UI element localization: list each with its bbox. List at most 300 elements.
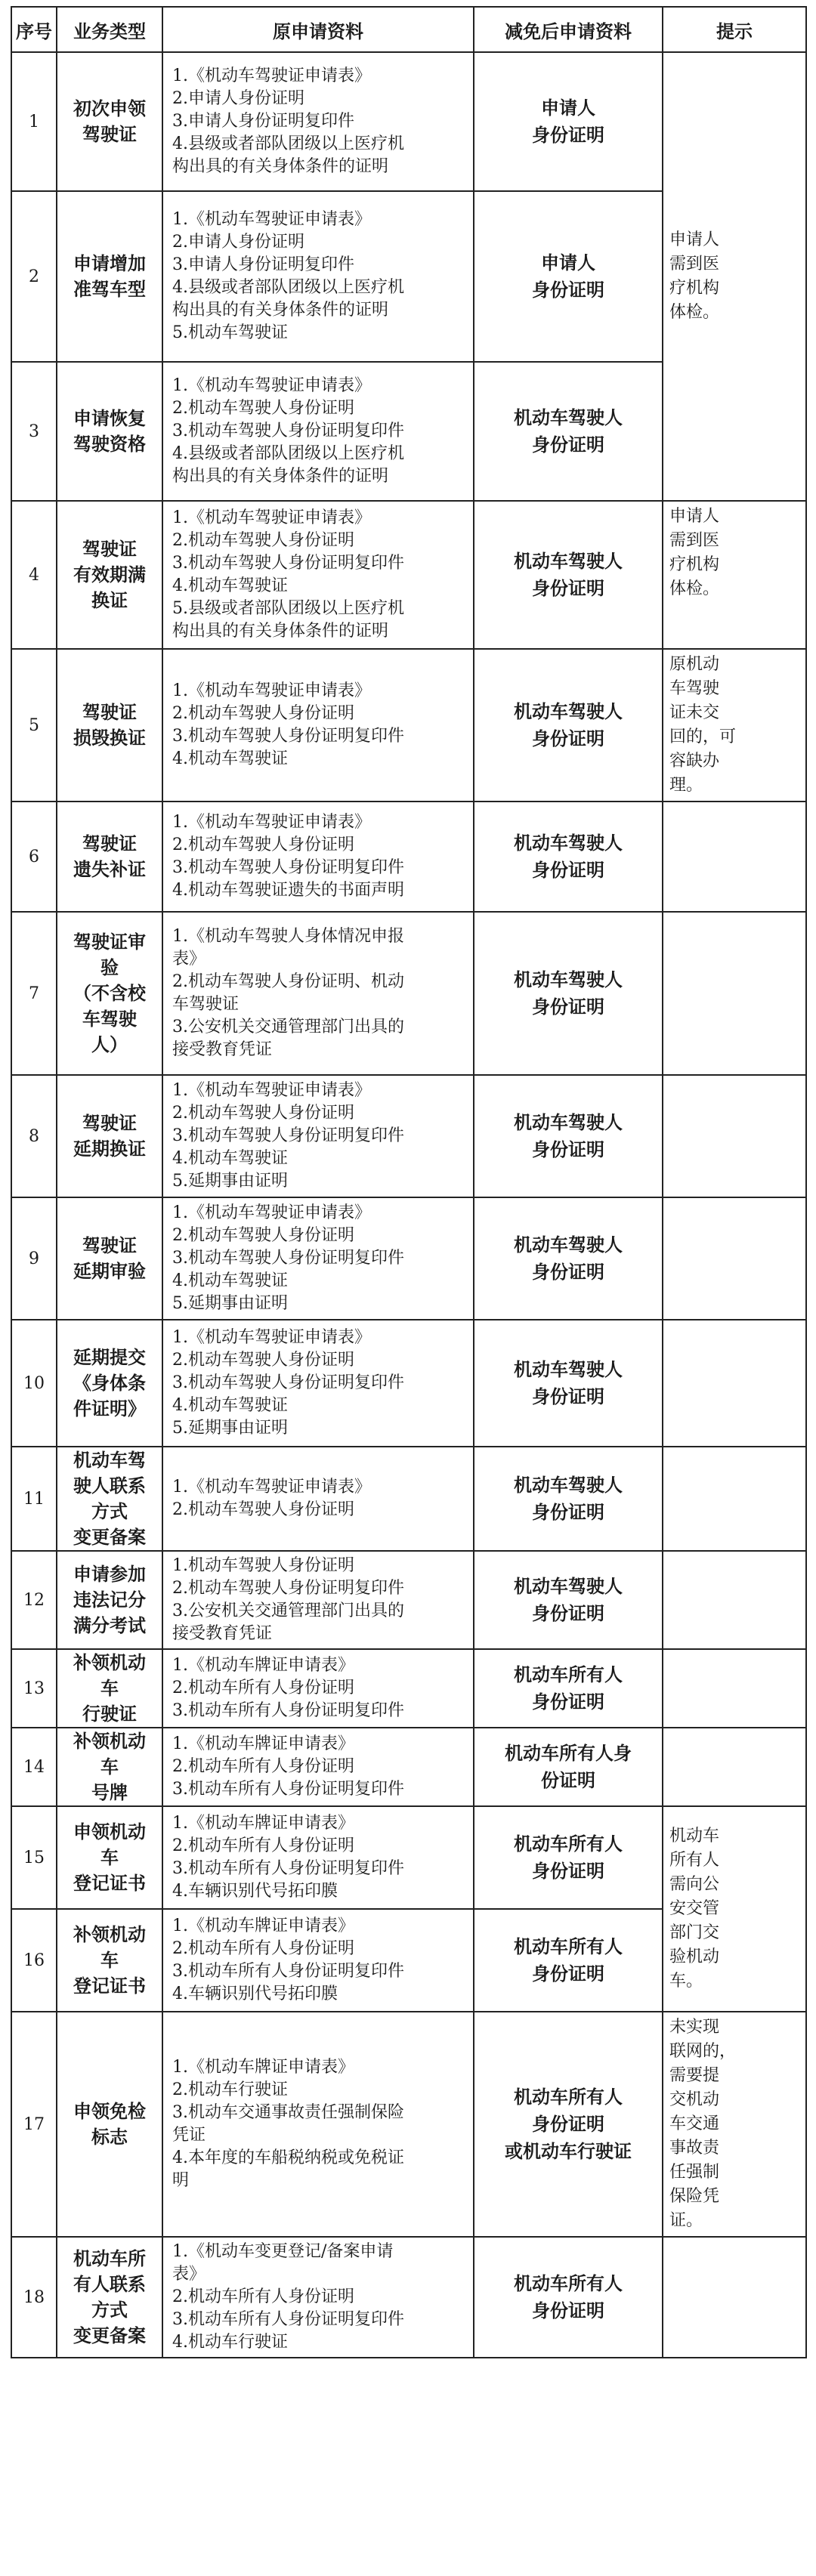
text-line: 1.《机动车牌证申请表》 <box>172 1814 354 1833</box>
text-line: 3.机动车所有人身份证明复印件 <box>172 1701 404 1720</box>
text-line: 理。 <box>669 776 703 795</box>
row-index: 15 <box>11 1806 57 1909</box>
original-materials-cell <box>162 191 474 362</box>
reduced-materials-cell <box>474 1197 663 1320</box>
row-index: 2 <box>11 191 57 362</box>
text-line: 号牌 <box>91 1782 128 1803</box>
reduced-materials-cell <box>474 52 663 191</box>
text-line: 2.机动车驾驶人身份证明 <box>172 1104 354 1123</box>
text-line: 1.《机动车驾驶证申请表》 <box>172 376 371 395</box>
text-line: 延期审验 <box>73 1261 146 1282</box>
text-line: 需要提 <box>669 2066 720 2085</box>
text-line: 回的，可 <box>669 727 737 746</box>
business-type-cell <box>57 1551 162 1649</box>
text-line: 变更备案 <box>73 1527 146 1548</box>
text-line: 补领机动 <box>73 1731 146 1752</box>
text-line: 3.机动车驾驶人身份证明复印件 <box>172 1249 404 1268</box>
text-line: 机动车驾 <box>73 1450 146 1471</box>
text-line: 身份证明 <box>532 1502 604 1523</box>
text-line: 车 <box>100 1950 119 1971</box>
original-materials-cell <box>162 501 474 649</box>
text-line: 身份证明 <box>532 1861 604 1882</box>
text-line: 驾驶资格 <box>73 434 146 455</box>
table-row <box>11 501 806 649</box>
text-line: 1.《机动车驾驶证申请表》 <box>172 681 371 700</box>
original-materials-cell <box>162 2012 474 2237</box>
row-index: 17 <box>11 2012 57 2237</box>
text-line: 身份证明 <box>532 996 604 1018</box>
text-line: 申请人 <box>669 507 720 526</box>
text-line: 或机动车行驶证 <box>505 2141 632 2162</box>
tip-cell <box>663 1649 806 1728</box>
text-line: 证。 <box>669 2211 703 2230</box>
header-reduced-materials: 减免后申请资料 <box>474 7 663 52</box>
text-line: 人） <box>91 1034 128 1055</box>
text-line: 证未交 <box>669 703 720 722</box>
text-line: 任强制 <box>669 2163 720 2182</box>
tip-cell <box>663 912 806 1075</box>
original-materials-cell <box>162 1806 474 1909</box>
text-line: 1.机动车驾驶人身份证明 <box>172 1556 354 1575</box>
tip-cell <box>663 1197 806 1320</box>
text-line: 构出具的有关身体条件的证明 <box>172 622 389 641</box>
text-line: 3.申请人身份证明复印件 <box>172 255 354 274</box>
text-line: 损毁换证 <box>73 727 146 749</box>
reduced-materials-cell <box>474 501 663 649</box>
text-line: 2.机动车所有人身份证明 <box>172 1939 354 1958</box>
text-line: 身份证明 <box>532 1963 604 1985</box>
table-row <box>11 649 806 802</box>
row-index: 4 <box>11 501 57 649</box>
text-line: 方式 <box>91 2300 128 2321</box>
text-line: 驾驶证 <box>82 833 137 854</box>
row-index: 13 <box>11 1649 57 1728</box>
original-materials-cell <box>162 1909 474 2012</box>
text-line: 机动车所有人 <box>514 1833 623 1855</box>
text-line: 机动车驾驶人 <box>514 969 623 990</box>
text-line: 4.车辆识别代号拓印膜 <box>172 1985 338 2003</box>
text-line: 机动车驾驶人 <box>514 832 623 854</box>
text-line: 4.机动车驾驶证 <box>172 576 288 595</box>
text-line: 登记证书 <box>73 1975 146 1997</box>
business-type-cell <box>57 501 162 649</box>
reduced-materials-cell <box>474 649 663 802</box>
text-line: 驾驶证 <box>82 539 137 560</box>
text-line: 需到医 <box>669 531 720 550</box>
text-line: 疗机构 <box>669 555 720 574</box>
text-line: 2.机动车驾驶人身份证明 <box>172 704 354 723</box>
table-row <box>11 1649 806 1728</box>
text-line: 车驾驶 <box>82 1008 137 1030</box>
reduced-materials-cell <box>474 362 663 501</box>
text-line: 4.车辆识别代号拓印膜 <box>172 1882 338 1901</box>
text-line: 4.县级或者部队团级以上医疗机 <box>172 444 404 463</box>
text-line: 换证 <box>91 590 128 611</box>
reduced-materials-cell <box>474 2237 663 2358</box>
original-materials-cell <box>162 1197 474 1320</box>
reduced-materials-cell <box>474 1649 663 1728</box>
text-line: 《身体条 <box>73 1373 146 1394</box>
text-line: 3.机动车所有人身份证明复印件 <box>172 1859 404 1878</box>
text-line: 5.机动车驾驶证 <box>172 323 288 342</box>
text-line: 遗失补证 <box>73 859 146 880</box>
text-line: 驾驶证 <box>82 702 137 723</box>
reduced-materials-cell <box>474 1806 663 1909</box>
text-line: 1.《机动车牌证申请表》 <box>172 2058 354 2077</box>
text-line: 延期换证 <box>73 1138 146 1160</box>
text-line: 1.《机动车驾驶证申请表》 <box>172 1478 371 1496</box>
original-materials-cell <box>162 1075 474 1197</box>
business-type-cell <box>57 52 162 191</box>
text-line: 3.公安机关交通管理部门出具的 <box>172 1018 404 1036</box>
text-line: 准驾车型 <box>73 279 146 300</box>
text-line: 4.县级或者部队团级以上医疗机 <box>172 278 404 297</box>
header-row <box>11 7 806 52</box>
tip-cell <box>663 1806 806 2012</box>
original-materials-cell <box>162 2237 474 2358</box>
text-line: 申请增加 <box>73 253 146 274</box>
text-line: 机动车所有人 <box>514 2086 623 2108</box>
text-line: 3.机动车所有人身份证明复印件 <box>172 1780 404 1799</box>
header-business-type: 业务类型 <box>57 7 162 52</box>
reduced-materials-cell <box>474 1075 663 1197</box>
text-line: 机动车驾驶人 <box>514 1234 623 1256</box>
text-line: 需向公 <box>669 1875 720 1894</box>
tip-cell <box>663 52 806 501</box>
row-index: 10 <box>11 1320 57 1447</box>
table-row <box>11 1728 806 1806</box>
text-line: 3.机动车驾驶人身份证明复印件 <box>172 1126 404 1145</box>
business-type-cell <box>57 2237 162 2358</box>
row-index: 16 <box>11 1909 57 2012</box>
reduced-materials-cell <box>474 1447 663 1551</box>
text-line: 申请恢复 <box>73 408 146 429</box>
text-line: 明 <box>172 2171 190 2190</box>
text-line: 1.《机动车驾驶证申请表》 <box>172 1203 371 1222</box>
text-line: 2.机动车驾驶人身份证明 <box>172 531 354 550</box>
text-line: 4.机动车驾驶证 <box>172 1396 288 1415</box>
text-line: 车 <box>100 1678 119 1699</box>
table-row <box>11 1447 806 1551</box>
text-line: 驾驶证审 <box>73 931 146 953</box>
business-type-cell <box>57 1806 162 1909</box>
header-original-materials: 原申请资料 <box>162 7 474 52</box>
text-line: 变更备案 <box>73 2325 146 2346</box>
text-line: 机动车驾驶人 <box>514 1112 623 1133</box>
text-line: 验机动 <box>669 1947 720 1966</box>
text-line: 身份证明 <box>532 280 604 301</box>
business-type-cell <box>57 1197 162 1320</box>
text-line: 身份证明 <box>532 2114 604 2135</box>
tip-cell <box>663 2237 806 2358</box>
row-index: 1 <box>11 52 57 191</box>
text-line: 行驶证 <box>82 1703 137 1725</box>
original-materials-cell <box>162 1447 474 1551</box>
text-line: 5.延期事由证明 <box>172 1294 288 1313</box>
text-line: 4.机动车驾驶证遗失的书面声明 <box>172 881 404 900</box>
text-line: 身份证明 <box>532 125 604 146</box>
text-line: 表》 <box>172 2265 206 2284</box>
text-line: 2.机动车驾驶人身份证明 <box>172 1226 354 1245</box>
row-index: 3 <box>11 362 57 501</box>
business-type-cell <box>57 362 162 501</box>
text-line: 机动车所有人 <box>514 2273 623 2294</box>
text-line: 交机动 <box>669 2090 720 2109</box>
text-line: 体检。 <box>669 303 720 322</box>
text-line: 构出具的有关身体条件的证明 <box>172 301 389 320</box>
text-line: 2.机动车所有人身份证明 <box>172 1757 354 1776</box>
tip-cell <box>663 1728 806 1806</box>
text-line: 1.《机动车牌证申请表》 <box>172 1734 354 1753</box>
text-line: 驾驶证 <box>82 124 137 145</box>
text-line: 4.机动车行驶证 <box>172 2333 288 2352</box>
original-materials-cell <box>162 912 474 1075</box>
text-line: 2.机动车所有人身份证明 <box>172 1679 354 1697</box>
business-type-cell <box>57 2012 162 2237</box>
text-line: 车驾驶 <box>669 679 720 698</box>
table-row <box>11 912 806 1075</box>
original-materials-cell <box>162 1728 474 1806</box>
row-index: 5 <box>11 649 57 802</box>
text-line: 构出具的有关身体条件的证明 <box>172 467 389 486</box>
text-line: 满分考试 <box>73 1615 146 1636</box>
row-index: 12 <box>11 1551 57 1649</box>
text-line: 机动车驾驶人 <box>514 1359 623 1380</box>
text-line: 驶人联系 <box>73 1475 146 1496</box>
text-line: 2.申请人身份证明 <box>172 233 304 252</box>
original-materials-cell <box>162 1551 474 1649</box>
text-line: 3.机动车驾驶人身份证明复印件 <box>172 858 404 877</box>
tip-cell <box>663 649 806 802</box>
text-line: 体检。 <box>669 579 720 598</box>
reduced-materials-cell <box>474 912 663 1075</box>
text-line: 有人联系 <box>73 2274 146 2295</box>
tip-cell <box>663 501 806 649</box>
reduced-materials-cell <box>474 1320 663 1447</box>
text-line: 接受教育凭证 <box>172 1624 273 1643</box>
text-line: 构出具的有关身体条件的证明 <box>172 157 389 176</box>
text-line: 4.机动车驾驶证 <box>172 1271 288 1290</box>
text-line: 违法记分 <box>73 1589 146 1611</box>
business-type-cell <box>57 1728 162 1806</box>
text-line: 2.机动车驾驶人身份证明 <box>172 1351 354 1370</box>
reduced-materials-cell <box>474 802 663 912</box>
text-line: 身份证明 <box>532 1262 604 1283</box>
text-line: 1.《机动车牌证申请表》 <box>172 1917 354 1935</box>
tip-cell <box>663 1551 806 1649</box>
text-line: 申领免检 <box>73 2101 146 2122</box>
text-line: 5.延期事由证明 <box>172 1419 288 1438</box>
tip-cell <box>663 1320 806 1447</box>
application-materials-table <box>11 6 807 2358</box>
text-line: 机动车驾驶人 <box>514 701 623 722</box>
header-index: 序号 <box>11 7 57 52</box>
table-row <box>11 2237 806 2358</box>
text-line: 联网的， <box>669 2042 737 2061</box>
row-index: 9 <box>11 1197 57 1320</box>
text-line: 有效期满 <box>73 564 146 585</box>
reduced-materials-cell <box>474 1551 663 1649</box>
table-row <box>11 1320 806 1447</box>
text-line: 2.机动车驾驶人身份证明 <box>172 399 354 418</box>
text-line: 机动车驾驶人 <box>514 1475 623 1496</box>
text-line: 4.县级或者部队团级以上医疗机 <box>172 134 404 153</box>
text-line: 部门交 <box>669 1923 720 1942</box>
text-line: 验 <box>100 957 119 978</box>
text-line: 事故责 <box>669 2139 720 2157</box>
text-line: 2.机动车所有人身份证明 <box>172 1836 354 1855</box>
text-line: 容缺办 <box>669 752 720 771</box>
text-line: 申请人 <box>541 252 595 273</box>
text-line: 延期提交 <box>73 1347 146 1368</box>
text-line: 疗机构 <box>669 279 720 298</box>
text-line: 登记证书 <box>73 1873 146 1894</box>
business-type-cell <box>57 1320 162 1447</box>
text-line: 3.机动车驾驶人身份证明复印件 <box>172 727 404 746</box>
text-line: 1.《机动车驾驶证申请表》 <box>172 813 371 832</box>
text-line: 补领机动 <box>73 1924 146 1945</box>
text-line: 身份证明 <box>532 728 604 749</box>
header-tips: 提示 <box>663 7 806 52</box>
text-line: 1.《机动车驾驶证申请表》 <box>172 210 371 229</box>
text-line: 车 <box>100 1847 119 1868</box>
text-line: 机动车所 <box>73 2248 146 2269</box>
text-line: 驾驶证 <box>82 1113 137 1134</box>
text-line: 5.延期事由证明 <box>172 1172 288 1191</box>
text-line: 身份证明 <box>532 2300 604 2321</box>
text-line: 原机动 <box>669 655 720 674</box>
text-line: 身份证明 <box>532 578 604 599</box>
table-row <box>11 1551 806 1649</box>
text-line: 机动车所有人身 <box>505 1743 632 1764</box>
row-index: 8 <box>11 1075 57 1197</box>
text-line: 5.县级或者部队团级以上医疗机 <box>172 599 404 618</box>
text-line: 1.《机动车变更登记/备案申请 <box>172 2242 394 2261</box>
text-line: 2.机动车驾驶人身份证明复印件 <box>172 1579 404 1598</box>
reduced-materials-cell <box>474 1728 663 1806</box>
original-materials-cell <box>162 1320 474 1447</box>
text-line: 身份证明 <box>532 434 604 456</box>
business-type-cell <box>57 802 162 912</box>
text-line: 2.机动车驾驶人身份证明 <box>172 1500 354 1519</box>
original-materials-cell <box>162 362 474 501</box>
row-index: 14 <box>11 1728 57 1806</box>
text-line: （不含校 <box>73 983 146 1004</box>
text-line: 补领机动 <box>73 1652 146 1673</box>
text-line: 4.本年度的车船税纳税或免税证 <box>172 2148 404 2167</box>
text-line: 驾驶证 <box>82 1235 137 1256</box>
business-type-cell <box>57 912 162 1075</box>
table-row <box>11 52 806 191</box>
tip-cell <box>663 2012 806 2237</box>
tip-cell <box>663 1075 806 1197</box>
text-line: 3.机动车驾驶人身份证明复印件 <box>172 1373 404 1392</box>
text-line: 3.机动车交通事故责任强制保险 <box>172 2103 404 2122</box>
text-line: 车驾驶证 <box>172 995 240 1014</box>
text-line: 表》 <box>172 950 206 968</box>
text-line: 机动车 <box>669 1827 720 1846</box>
business-type-cell <box>57 1075 162 1197</box>
table-row <box>11 802 806 912</box>
text-line: 1.《机动车驾驶证申请表》 <box>172 508 371 527</box>
text-line: 申请参加 <box>73 1564 146 1585</box>
text-line: 4.机动车驾驶证 <box>172 749 288 768</box>
text-line: 3.公安机关交通管理部门出具的 <box>172 1602 404 1620</box>
text-line: 凭证 <box>172 2126 206 2145</box>
business-type-cell <box>57 1447 162 1551</box>
text-line: 申请人 <box>669 230 720 249</box>
tip-cell <box>663 802 806 912</box>
original-materials-cell <box>162 649 474 802</box>
text-line: 身份证明 <box>532 1386 604 1407</box>
text-line: 2.机动车驾驶人身份证明、机动 <box>172 972 404 991</box>
table-row <box>11 2012 806 2237</box>
table-row <box>11 1806 806 1909</box>
original-materials-cell <box>162 1649 474 1728</box>
tip-cell <box>663 1447 806 1551</box>
text-line: 份证明 <box>541 1770 595 1791</box>
text-line: 方式 <box>91 1501 128 1522</box>
text-line: 4.机动车驾驶证 <box>172 1149 288 1168</box>
text-line: 身份证明 <box>532 1691 604 1713</box>
text-line: 3.机动车所有人身份证明复印件 <box>172 1962 404 1981</box>
table-row <box>11 1197 806 1320</box>
text-line: 初次申领 <box>73 98 146 119</box>
reduced-materials-cell <box>474 1909 663 2012</box>
text-line: 1.《机动车牌证申请表》 <box>172 1656 354 1675</box>
business-type-cell <box>57 1649 162 1728</box>
text-line: 机动车驾驶人 <box>514 551 623 572</box>
text-line: 机动车所有人 <box>514 1664 623 1685</box>
text-line: 所有人 <box>669 1851 720 1870</box>
text-line: 申领机动 <box>73 1821 146 1842</box>
text-line: 申请人 <box>541 97 595 119</box>
text-line: 接受教育凭证 <box>172 1040 273 1059</box>
original-materials-cell <box>162 802 474 912</box>
text-line: 1.《机动车驾驶证申请表》 <box>172 1081 371 1100</box>
row-index: 7 <box>11 912 57 1075</box>
text-line: 3.机动车驾驶人身份证明复印件 <box>172 422 404 440</box>
text-line: 3.机动车驾驶人身份证明复印件 <box>172 554 404 573</box>
text-line: 2.机动车所有人身份证明 <box>172 2287 354 2306</box>
text-line: 1.《机动车驾驶证申请表》 <box>172 66 371 85</box>
text-line: 件证明》 <box>73 1398 146 1419</box>
text-line: 身份证明 <box>532 1603 604 1624</box>
text-line: 机动车驾驶人 <box>514 407 623 428</box>
business-type-cell <box>57 1909 162 2012</box>
text-line: 1.《机动车驾驶证申请表》 <box>172 1328 371 1347</box>
row-index: 11 <box>11 1447 57 1551</box>
text-line: 2.申请人身份证明 <box>172 89 304 108</box>
text-line: 身份证明 <box>532 860 604 881</box>
table-body <box>11 52 806 2358</box>
text-line: 3.机动车所有人身份证明复印件 <box>172 2310 404 2329</box>
text-line: 标志 <box>91 2127 128 2148</box>
reduced-materials-cell <box>474 191 663 362</box>
text-line: 2.机动车驾驶人身份证明 <box>172 836 354 854</box>
original-materials-cell <box>162 52 474 191</box>
text-line: 未实现 <box>669 2018 720 2037</box>
text-line: 需到医 <box>669 255 720 273</box>
text-line: 安交管 <box>669 1899 720 1918</box>
row-index: 6 <box>11 802 57 912</box>
business-type-cell <box>57 191 162 362</box>
text-line: 机动车驾驶人 <box>514 1576 623 1597</box>
business-type-cell <box>57 649 162 802</box>
row-index: 18 <box>11 2237 57 2358</box>
text-line: 2.机动车行驶证 <box>172 2080 288 2099</box>
table-row <box>11 1075 806 1197</box>
